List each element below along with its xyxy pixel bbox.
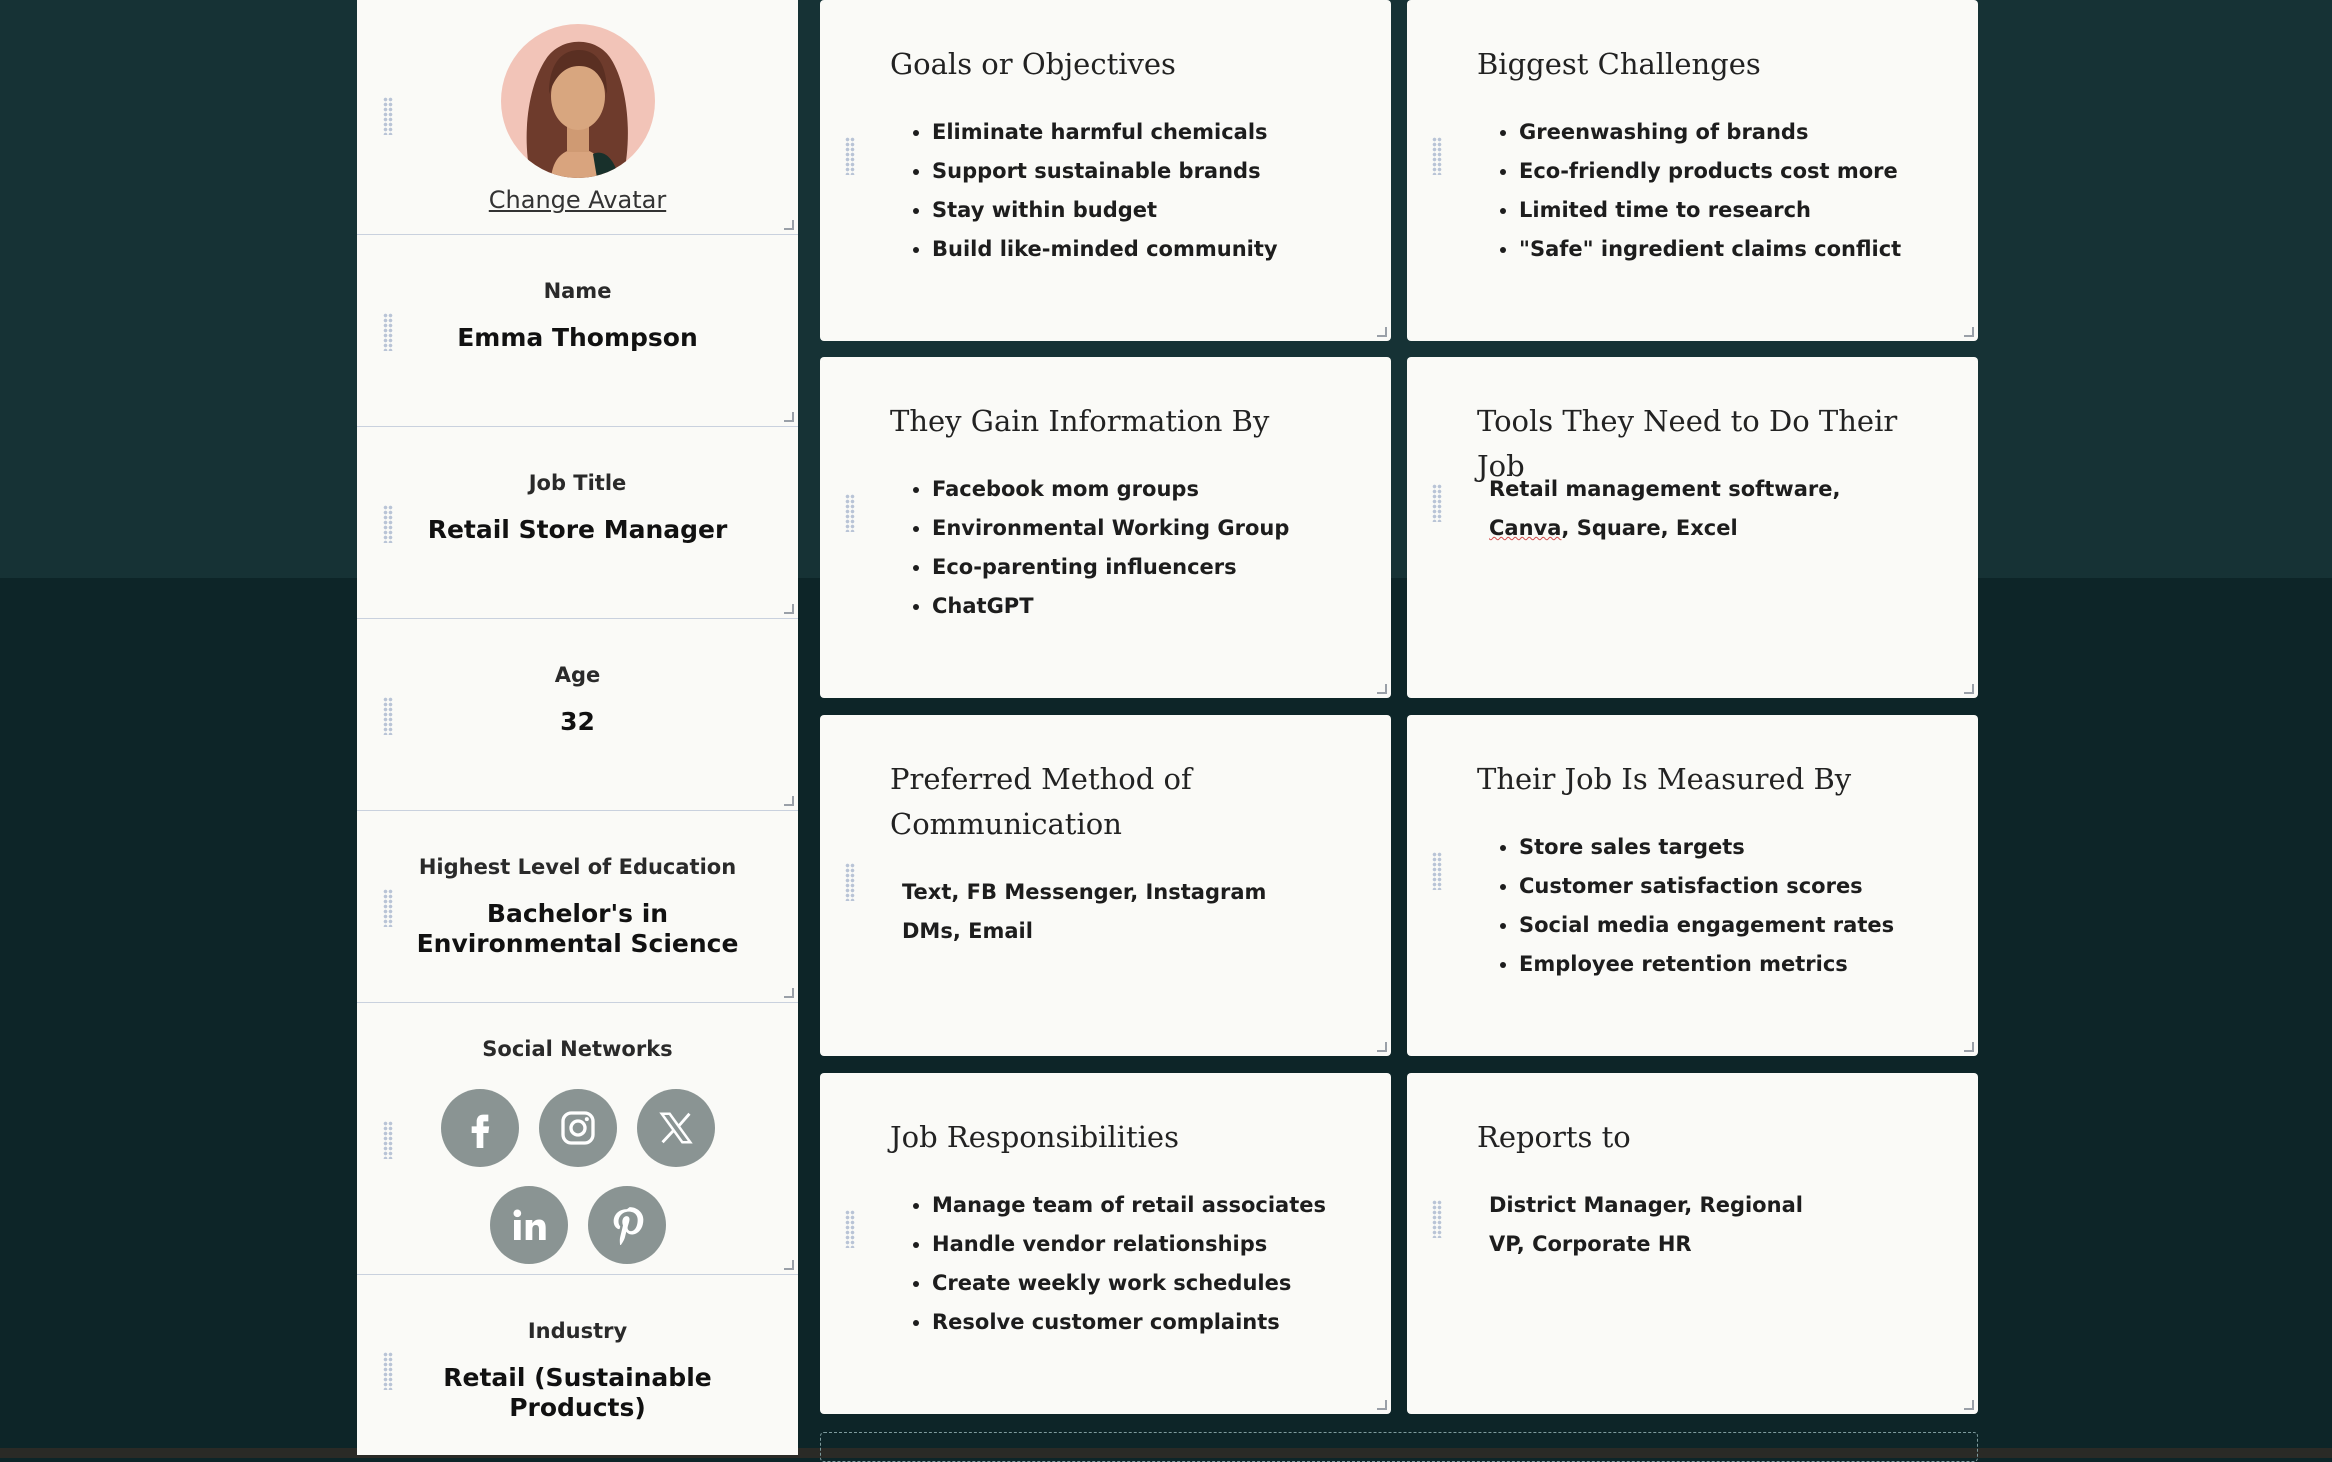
list-item[interactable]: • Stay within budget: [932, 191, 1278, 230]
drag-handle-icon[interactable]: [1432, 484, 1442, 522]
resize-handle-icon[interactable]: [784, 796, 794, 806]
list-item[interactable]: • Eco-parenting influencers: [932, 548, 1289, 587]
card-title: Biggest Challenges: [1477, 47, 1761, 81]
drag-handle-icon[interactable]: [845, 494, 855, 532]
drag-handle-icon[interactable]: [845, 137, 855, 175]
measured-list: [1491, 828, 1894, 984]
drag-handle-icon[interactable]: [845, 863, 855, 901]
change-avatar-link[interactable]: Change Avatar: [488, 186, 667, 214]
card-title: Job Responsibilities: [890, 1120, 1179, 1154]
card-title: Reports to: [1477, 1120, 1631, 1154]
resize-handle-icon[interactable]: [1377, 684, 1387, 694]
challenges-card[interactable]: [1407, 0, 1978, 341]
drag-handle-icon[interactable]: [845, 1210, 855, 1248]
social-section[interactable]: [357, 1003, 798, 1275]
reports-to-card[interactable]: [1407, 1073, 1978, 1414]
information-list: [904, 470, 1289, 626]
responsibilities-card[interactable]: [820, 1073, 1391, 1414]
list-item[interactable]: • Limited time to research: [1519, 191, 1901, 230]
age-value[interactable]: 32: [560, 707, 595, 736]
resize-handle-icon[interactable]: [1377, 327, 1387, 337]
list-item[interactable]: • Facebook mom groups: [932, 470, 1289, 509]
card-title: Goals or Objectives: [890, 47, 1176, 81]
list-item[interactable]: • Greenwashing of brands: [1519, 113, 1901, 152]
list-item[interactable]: • Store sales targets: [1519, 828, 1894, 867]
social-icons-row: [357, 1089, 798, 1167]
resize-handle-icon[interactable]: [784, 220, 794, 230]
pinterest-icon[interactable]: [588, 1186, 666, 1264]
resize-handle-icon[interactable]: [1377, 1042, 1387, 1052]
education-section[interactable]: [357, 811, 798, 1003]
list-item[interactable]: • Customer satisfaction scores: [1519, 867, 1894, 906]
profile-column: [357, 0, 798, 1455]
resize-handle-icon[interactable]: [784, 412, 794, 422]
card-title: They Gain Information By: [890, 404, 1270, 438]
resize-handle-icon[interactable]: [784, 604, 794, 614]
spellcheck-flagged-word[interactable]: Canva: [1489, 516, 1562, 540]
list-item[interactable]: • Create weekly work schedules: [932, 1264, 1326, 1303]
drag-handle-icon[interactable]: [383, 97, 393, 135]
name-label: Name: [543, 279, 612, 303]
list-item[interactable]: • Handle vendor relationships: [932, 1225, 1326, 1264]
education-label: Highest Level of Education: [418, 855, 737, 879]
responsibilities-list: [904, 1186, 1326, 1342]
list-item[interactable]: • Social media engagement rates: [1519, 906, 1894, 945]
goals-list: [904, 113, 1278, 269]
list-item[interactable]: • Employee retention metrics: [1519, 945, 1894, 984]
resize-handle-icon[interactable]: [1377, 1400, 1387, 1410]
job-title-section[interactable]: [357, 427, 798, 619]
challenges-list: [1491, 113, 1901, 269]
resize-handle-icon[interactable]: [1964, 327, 1974, 337]
list-item[interactable]: • Eliminate harmful chemicals: [932, 113, 1278, 152]
tools-text-pre: Retail management software,: [1489, 477, 1841, 501]
x-twitter-icon[interactable]: [637, 1089, 715, 1167]
drag-handle-icon[interactable]: [383, 889, 393, 927]
card-title: Preferred Method of Communication: [890, 762, 1192, 841]
job-title-label: Job Title: [528, 471, 627, 495]
tools-text-post: , Square, Excel: [1561, 516, 1738, 540]
card-title: Tools They Need to Do Their Job: [1477, 404, 1898, 483]
tools-text[interactable]: [1489, 470, 1918, 548]
drag-handle-icon[interactable]: [1432, 1200, 1442, 1238]
job-title-value[interactable]: Retail Store Manager: [427, 515, 728, 544]
facebook-icon[interactable]: [441, 1089, 519, 1167]
avatar[interactable]: [501, 24, 655, 178]
list-item[interactable]: • Eco-friendly products cost more: [1519, 152, 1901, 191]
list-item[interactable]: • Support sustainable brands: [932, 152, 1278, 191]
drag-handle-icon[interactable]: [383, 1352, 393, 1390]
industry-label: Industry: [527, 1319, 628, 1343]
card-title: Their Job Is Measured By: [1477, 762, 1852, 796]
education-value[interactable]: Bachelor's in Environmental Science: [416, 899, 739, 958]
industry-section[interactable]: [357, 1275, 798, 1455]
measured-card[interactable]: [1407, 715, 1978, 1056]
instagram-icon[interactable]: [539, 1089, 617, 1167]
information-card[interactable]: [820, 357, 1391, 698]
goals-card[interactable]: [820, 0, 1391, 341]
list-item[interactable]: • Resolve customer complaints: [932, 1303, 1326, 1342]
linkedin-icon[interactable]: [490, 1186, 568, 1264]
resize-handle-icon[interactable]: [1964, 1400, 1974, 1410]
drag-handle-icon[interactable]: [1432, 852, 1442, 890]
resize-handle-icon[interactable]: [1964, 1042, 1974, 1052]
communication-text[interactable]: Text, FB Messenger, Instagram DMs, Email: [902, 880, 1267, 943]
communication-card[interactable]: [820, 715, 1391, 1056]
list-item[interactable]: • Environmental Working Group: [932, 509, 1289, 548]
avatar-portrait-icon: [501, 24, 655, 178]
industry-value[interactable]: Retail (Sustainable Products): [443, 1363, 712, 1422]
name-value[interactable]: Emma Thompson: [457, 323, 698, 352]
list-item[interactable]: • "Safe" ingredient claims conflict: [1519, 230, 1901, 269]
list-item[interactable]: • Build like-minded community: [932, 230, 1278, 269]
reports-to-text[interactable]: District Manager, Regional VP, Corporate HR: [1489, 1193, 1803, 1256]
tools-card[interactable]: [1407, 357, 1978, 698]
resize-handle-icon[interactable]: [1964, 684, 1974, 694]
drag-handle-icon[interactable]: [1432, 137, 1442, 175]
resize-handle-icon[interactable]: [784, 1260, 794, 1270]
avatar-section[interactable]: [357, 0, 798, 235]
social-networks-label: Social Networks: [482, 1037, 673, 1061]
age-label: Age: [554, 663, 601, 687]
name-section[interactable]: [357, 235, 798, 427]
list-item[interactable]: • ChatGPT: [932, 587, 1289, 626]
resize-handle-icon[interactable]: [784, 988, 794, 998]
list-item[interactable]: • Manage team of retail associates: [932, 1186, 1326, 1225]
social-icons-row: [357, 1186, 798, 1264]
age-section[interactable]: [357, 619, 798, 811]
